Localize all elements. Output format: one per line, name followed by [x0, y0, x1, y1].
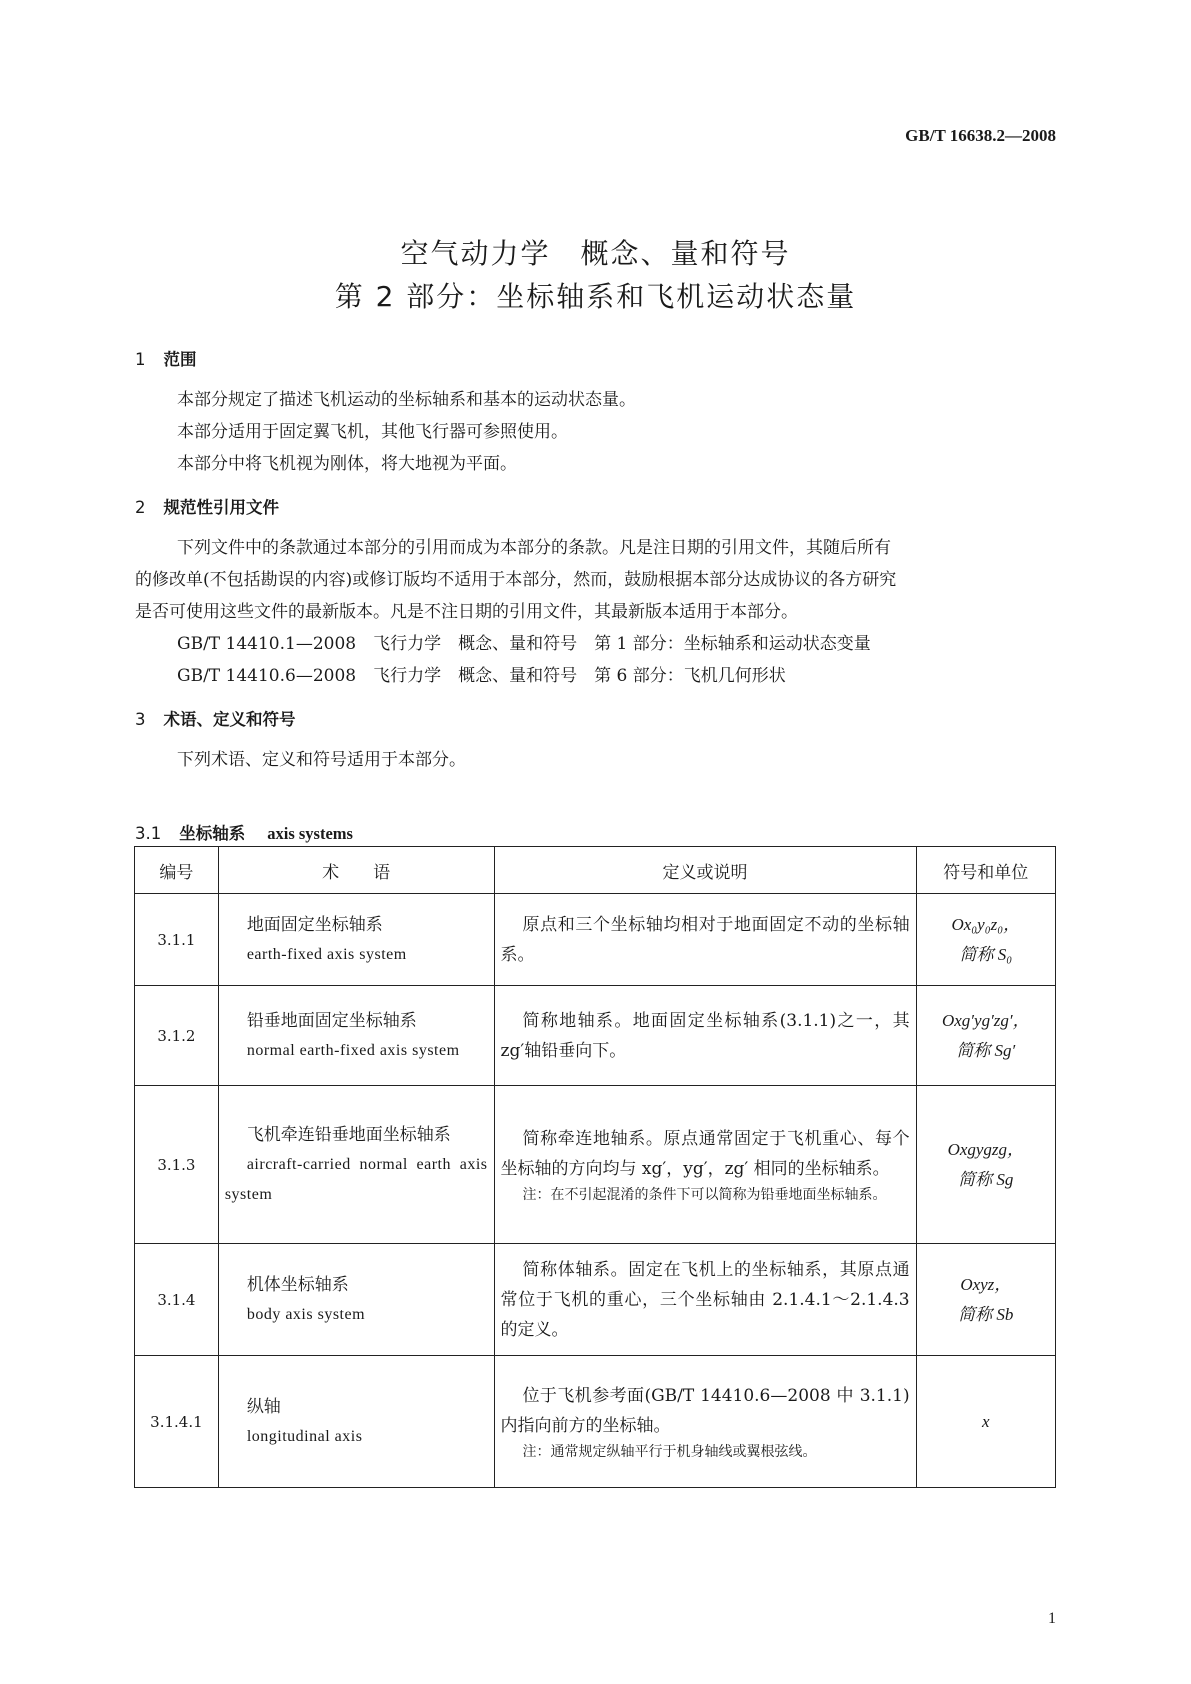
- term-zh: 铅垂地面固定坐标轴系: [246, 1010, 417, 1031]
- document-title-line1: 空气动力学 概念、量和符号: [400, 237, 791, 270]
- document-title-line2: 第 2 部分：坐标轴系和飞机运动状态量: [334, 280, 857, 313]
- symbol-text: x: [982, 1411, 990, 1431]
- definition-text: 简称牵连地轴系。原点通常固定于飞机重心、每个坐标轴的方向均与 xg′，yg′，zg′ 相同的坐标轴系。: [500, 1128, 910, 1179]
- section-number: 3: [135, 710, 146, 729]
- paragraph: 本部分适用于固定翼飞机，其他飞行器可参照使用。: [177, 422, 568, 442]
- paragraph: 下列术语、定义和符号适用于本部分。: [177, 750, 466, 770]
- section-1-heading: [135, 346, 197, 370]
- cell-symbol: [916, 1356, 1055, 1488]
- cell-definition: [494, 986, 916, 1086]
- subsection-3-1-heading: [135, 820, 353, 844]
- standard-number: GB/T 16638.2—2008: [905, 126, 1056, 145]
- terms-table: [134, 846, 1056, 1488]
- cell-term: [218, 986, 494, 1086]
- section-title: 规范性引用文件: [163, 498, 279, 517]
- cell-symbol: [916, 1244, 1055, 1356]
- section-title: 范围: [163, 350, 197, 369]
- table-row: [135, 1356, 1056, 1488]
- paragraph-line: 的修改单(不包括勘误的内容)或修订版均不适用于本部分，然而，鼓励根据本部分达成协议的各方研究: [135, 570, 897, 590]
- term-en: aircraft-carried normal earth axis system: [224, 1155, 488, 1203]
- table-row: [135, 894, 1056, 986]
- subsection-title-en: axis systems: [267, 824, 353, 843]
- symbol-text: Oxg′yg′zg′，: [941, 1010, 1030, 1030]
- section-3-heading: [135, 706, 296, 730]
- symbol-text: Oxgygzg，: [947, 1139, 1025, 1159]
- paragraph: 本部分规定了描述飞机运动的坐标轴系和基本的运动状态量。: [177, 390, 636, 410]
- section-2-heading: [135, 494, 279, 518]
- cell-term: [218, 1356, 494, 1488]
- cell-no: 3.1.3: [135, 1086, 219, 1244]
- subsection-title-zh: 坐标轴系: [179, 824, 246, 843]
- term-en: body axis system: [246, 1305, 366, 1323]
- term-zh: 地面固定坐标轴系: [246, 914, 383, 935]
- table-row: [135, 1244, 1056, 1356]
- section-number: 2: [135, 498, 146, 517]
- symbol-abbr: 简称 S₀: [959, 944, 1013, 964]
- cell-definition: [494, 1244, 916, 1356]
- header-definition: 定义或说明: [494, 847, 916, 894]
- definition-text: 简称体轴系。固定在飞机上的坐标轴系，其原点通常位于飞机的重心，三个坐标轴由 2.1.4.1～2.1.4.3 的定义。: [500, 1259, 910, 1340]
- table-row: [135, 986, 1056, 1086]
- term-zh: 飞机牵连铅垂地面坐标轴系: [246, 1124, 451, 1145]
- term-zh: 机体坐标轴系: [246, 1274, 349, 1295]
- cell-definition: [494, 1086, 916, 1244]
- paragraph: 本部分中将飞机视为刚体，将大地视为平面。: [177, 454, 517, 474]
- cell-term: [218, 1244, 494, 1356]
- symbol-abbr: 简称 Sb: [958, 1304, 1014, 1324]
- term-en: longitudinal axis: [246, 1427, 363, 1445]
- term-zh: 纵轴: [246, 1396, 281, 1417]
- header-symbol: 符号和单位: [916, 847, 1055, 894]
- definition-note: 注：通常规定纵轴平行于机身轴线或翼根弦线。: [522, 1443, 817, 1460]
- header-term: 术 语: [218, 847, 494, 894]
- definition-text: 简称地轴系。地面固定坐标轴系(3.1.1)之一，其 zg′轴铅垂向下。: [500, 1010, 910, 1061]
- cell-symbol: [916, 1086, 1055, 1244]
- symbol-text: Ox₀y₀z₀，: [951, 914, 1021, 934]
- section-title: 术语、定义和符号: [163, 710, 296, 729]
- cell-term: [218, 894, 494, 986]
- cell-no: 3.1.4.1: [135, 1356, 219, 1488]
- reference-item: GB/T 14410.1—2008 飞行力学 概念、量和符号 第 1 部分：坐标轴系和运动状态变量: [177, 634, 871, 654]
- table-row: [135, 1086, 1056, 1244]
- definition-text: 位于飞机参考面(GB/T 14410.6—2008 中 3.1.1)内指向前方的坐标轴。: [500, 1385, 910, 1436]
- cell-symbol: [916, 894, 1055, 986]
- term-en: normal earth-fixed axis system: [246, 1041, 460, 1059]
- cell-no: 3.1.4: [135, 1244, 219, 1356]
- reference-item: GB/T 14410.6—2008 飞行力学 概念、量和符号 第 6 部分：飞机几何形状: [177, 666, 786, 686]
- cell-definition: [494, 1356, 916, 1488]
- symbol-abbr: 简称 Sg′: [956, 1040, 1016, 1060]
- subsection-number: 3.1: [135, 824, 162, 843]
- section-number: 1: [135, 350, 146, 369]
- symbol-abbr: 简称 Sg: [958, 1169, 1014, 1189]
- cell-symbol: [916, 986, 1055, 1086]
- term-en: earth-fixed axis system: [246, 945, 407, 963]
- page-number: 1: [1048, 1610, 1056, 1627]
- cell-no: 3.1.2: [135, 986, 219, 1086]
- symbol-text: Oxyz，: [960, 1274, 1012, 1294]
- cell-definition: [494, 894, 916, 986]
- table-header-row: [135, 847, 1056, 894]
- definition-text: 原点和三个坐标轴均相对于地面固定不动的坐标轴系。: [500, 914, 910, 965]
- paragraph-line: 下列文件中的条款通过本部分的引用而成为本部分的条款。凡是注日期的引用文件，其随后所有: [177, 538, 891, 558]
- definition-note: 注：在不引起混淆的条件下可以简称为铅垂地面坐标轴系。: [522, 1186, 887, 1203]
- paragraph-line: 是否可使用这些文件的最新版本。凡是不注日期的引用文件，其最新版本适用于本部分。: [135, 602, 798, 622]
- cell-no: 3.1.1: [135, 894, 219, 986]
- cell-term: [218, 1086, 494, 1244]
- header-no: 编号: [135, 847, 219, 894]
